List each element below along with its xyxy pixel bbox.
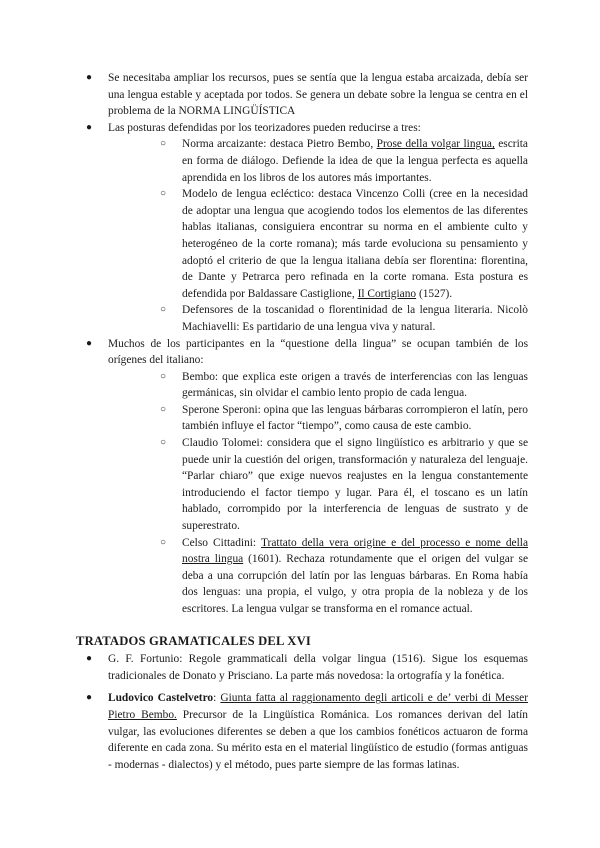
bullet-hollow-icon: ○ [160, 138, 167, 150]
bullet-filled-icon: ● [86, 692, 93, 704]
origin-text: Bembo: que explica este origen a través de interferencias con las lenguas germánicas, sin olvidar el cambio lento propio de cada lengua. [182, 370, 528, 400]
bullet-hollow-icon: ○ [160, 188, 167, 200]
posture-text: (1527). [416, 287, 453, 300]
sublist-item [108, 435, 528, 535]
sublist-item [108, 186, 528, 302]
main-bullet-list [76, 70, 528, 618]
book-title: Prose della volgar lingua, [376, 138, 495, 151]
document-body [76, 70, 528, 773]
book-title: Il Cortigiano [357, 287, 417, 300]
bullet-filled-icon: ● [86, 72, 93, 83]
bullet-hollow-icon: ○ [160, 403, 167, 415]
postures-sublist [108, 136, 528, 335]
origin-text: (1601). Rechaza rotundamente que el origen del vulgar se deba a una corrupción del latín por las lenguas bárbaras. En Roma había dos lenguas: una propia, el vulgo, y otra propia de la nobleza y de los escritores. La lengua vulgar se transforma en el romance actual. [182, 553, 529, 615]
bullet-filled-icon: ● [86, 121, 93, 133]
bullet-text: Se necesitaba ampliar los recursos, pues se sentía que la lengua estaba arcaizada, debía ser una lengua estable y aceptada por todos. Se genera un debate sobre la lengua se centra en el problema de la NORMA LINGÜÍSTICA [108, 72, 528, 118]
list-item [76, 336, 528, 618]
list-item [76, 70, 528, 120]
bullet-filled-icon: ● [86, 653, 93, 665]
posture-text: Defensores de la toscanidad o florentinidad de la lengua literaria. Nicolò Machiavelli: Es partidario de una lengua viva y natural. [182, 304, 528, 333]
list-item [76, 690, 528, 773]
treatise-text: G. F. Fortunio: Regole grammaticali della volgar lingua (1516). Sigue los esquemas tradicionales de Donato y Prisciano. La parte más novedosa: la ortografía y la fonética. [108, 653, 528, 682]
origin-text: Celso Cittadini: [182, 536, 261, 549]
bullet-text: Muchos de los participantes en la “questione della lingua” se ocupan también de los orígenes del italiano: [108, 337, 528, 367]
treatise-text: Precursor de la Lingüística Románica. Los romances derivan del latín vulgar, las evoluciones diferentes se deben a que los cambios fonéticos actuaron de forma diferente en cada zona. Su mérito esta en el material lingüístico de estudio (formas antiguas - modernas - dialectos) y el método, pues parte siempre de las formas latinas. [108, 708, 529, 771]
separator: : [213, 692, 221, 705]
origin-text: Sperone Speroni: opina que las lenguas bárbaras corrompieron el latín, pero también influye el factor “tiempo”, como causa de este cambio. [182, 403, 528, 433]
treatises-list [76, 651, 528, 773]
bullet-filled-icon: ● [86, 337, 93, 349]
list-item [76, 120, 528, 336]
posture-text: escrita en forma de diálogo. Defiende la idea de que la lengua perfecta es aquella aprendida en los libros de los autores más importantes. [182, 138, 528, 184]
sublist-item [108, 535, 528, 618]
bullet-text: Las posturas defendidas por los teorizadores pueden reducirse a tres: [108, 121, 421, 134]
book-title: Trattato della vera origine e del processo e nome della nostra lingua [182, 536, 528, 566]
origins-sublist [108, 369, 528, 618]
sublist-item [108, 402, 528, 435]
list-item [76, 651, 528, 684]
sublist-item [108, 369, 528, 402]
bullet-hollow-icon: ○ [160, 370, 167, 382]
sublist-item [108, 302, 528, 335]
posture-text: Norma arcaizante: destaca Pietro Bembo, [182, 138, 377, 151]
book-title: Giunta fatta al raggionamento degli articoli e de’ verbi di Messer Pietro Bembo. [108, 692, 528, 721]
sublist-item [108, 136, 528, 186]
bullet-hollow-icon: ○ [160, 437, 167, 449]
posture-text: Modelo de lengua ecléctico: destaca Vincenzo Colli (cree en la necesidad de adoptar una lengua que acogiendo todos los elementos de las diferentes hablas italianas, consiguiera encontrar su norma en el ambiente culto y heterogéneo de la corte romana); más tarde evoluciona su pensamiento y adoptó el criterio de que la lengua italiana debía ser florentina: florentina, de Dante y Petrarca pero refinada en la corte romana. Esta postura es defendida por Baldassare Castiglione, [182, 188, 528, 300]
bullet-hollow-icon: ○ [160, 536, 167, 548]
author-name: Ludovico Castelvetro [108, 692, 214, 705]
section-heading: TRATADOS GRAMATICALES DEL XVI [76, 633, 311, 648]
origin-text: Claudio Tolomei: considera que el signo lingüístico es arbitrario y que se puede unir la cuestión del origen, transformación y naturaleza del lenguaje. “Parlar chiaro” que exige nuevos reajustes en la lengua constantemente introduciendo el factor tiempo y lugar. Para él, el toscano es un latín hablado, corrompido por la interferencia de lenguas de sustrato y de superestrato. [182, 437, 528, 533]
bullet-hollow-icon: ○ [160, 304, 167, 316]
